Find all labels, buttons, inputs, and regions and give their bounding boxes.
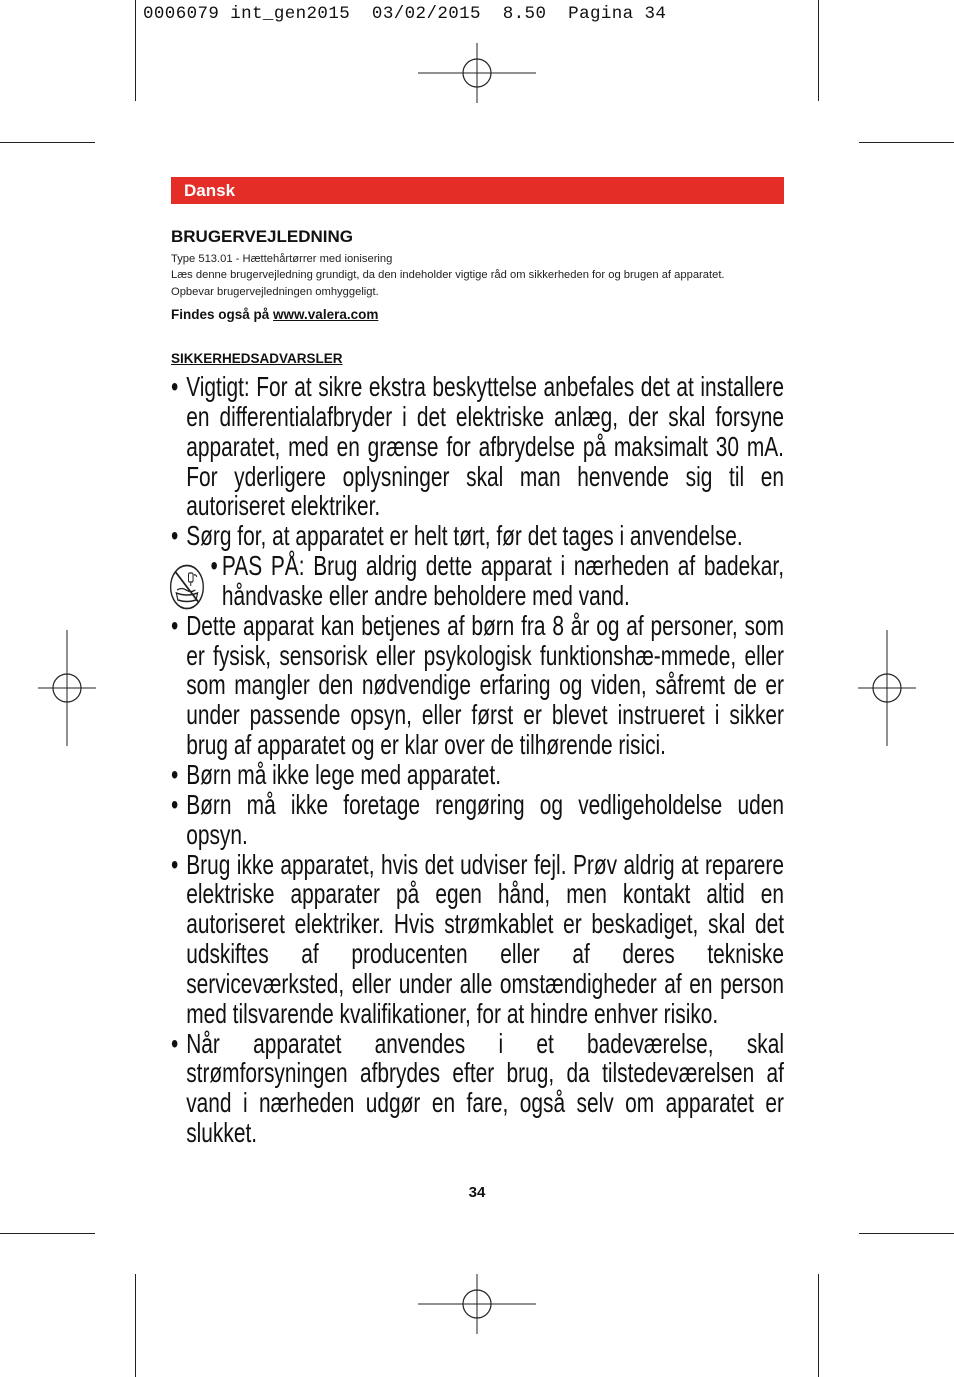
warning-text: Sørg for, at apparatet er helt tørt, før det tages i anvendelse. <box>186 520 743 552</box>
crop-mark <box>859 1233 954 1234</box>
warning-item <box>171 611 784 760</box>
print-slug: 0006079 int_gen2015 03/02/2015 8.50 Pagina 34 <box>143 4 667 24</box>
bullet: • <box>171 609 179 641</box>
warning-item <box>171 760 784 790</box>
crop-mark <box>135 1274 136 1377</box>
warning-text: Børn må ikke foretage rengøring og vedligeholdelse uden opsyn. <box>186 788 784 850</box>
language-tab <box>171 177 784 204</box>
crop-mark <box>0 1233 95 1234</box>
warning-text: Vigtigt: For at sikre ekstra beskyttelse anbefales det at installere en differentialafbryder i det elektriske anlæg, der skal forsyne apparatet, med en grænse for afbrydelse på maksimalt 30 mA. For yderligere oplysninger skal man henvende sig til en autoriseret elektriker. <box>186 371 784 522</box>
bullet: • <box>210 550 218 582</box>
safety-warnings-list <box>171 372 784 1148</box>
warning-text: Når apparatet anvendes i et badeværelse, skal strømforsyningen afbrydes efter brug, da tilstedeværelsen af vand i nærheden udgør en fare, også selv om apparatet er slukket. <box>186 1027 784 1149</box>
registration-mark-top <box>418 43 536 103</box>
website-reference <box>171 307 378 322</box>
intro-line: Opbevar brugervejledningen omhyggeligt. <box>171 286 379 298</box>
warning-item <box>171 790 784 850</box>
crop-mark <box>135 0 136 101</box>
language-label: Dansk <box>184 181 236 200</box>
registration-mark-bottom <box>418 1274 536 1334</box>
bullet: • <box>171 520 179 552</box>
bullet: • <box>171 848 179 880</box>
website-label: Findes også på <box>171 307 270 322</box>
warning-text: Dette apparat kan betjenes af børn fra 8 år og af personer, som er fysisk, sensorisk eller psykologisk funktionshæ-mmede, eller som mangler den nødvendige erfaring og viden, såfremt de er under passende opsyn, eller først er blevet instrueret i sikker brug af apparatet og er klar over de tilhørende risici. <box>186 609 784 761</box>
bullet: • <box>171 788 179 820</box>
page-number: 34 <box>468 1184 486 1201</box>
bullet: • <box>171 1027 179 1059</box>
warning-item-water <box>171 551 784 611</box>
crop-mark <box>859 142 954 143</box>
bullet: • <box>171 758 179 790</box>
no-use-near-water-icon <box>169 563 205 611</box>
document-title: BRUGERVEJLEDNING <box>171 227 353 246</box>
warning-text: PAS PÅ: Brug aldrig dette apparat i nærheden af badekar, håndvaske eller andre beholdere med vand. <box>221 550 784 611</box>
warning-item <box>171 372 784 521</box>
type-line: Type 513.01 - Hættehårtørrer med ionisering <box>171 253 393 265</box>
website-link[interactable]: www.valera.com <box>273 307 379 322</box>
warning-item <box>171 850 784 1029</box>
warning-item <box>171 1029 784 1148</box>
warning-item <box>171 521 784 551</box>
warning-text: Børn må ikke lege med apparatet. <box>186 758 502 790</box>
bullet: • <box>171 371 179 402</box>
crop-mark <box>0 142 95 143</box>
warning-text: Brug ikke apparatet, hvis det udviser fejl. Prøv aldrig at reparere elektriske apparater på egen hånd, men kontakt altid en autoriseret elektriker. Hvis strømkablet er beskadiget, skal det udskiftes af producenten eller af deres tekniske serviceværksted, eller under alle omstændigheder af en person med tilsvarende kvalifikationer, for at hindre enhver risiko. <box>186 848 784 1029</box>
crop-mark <box>818 0 819 101</box>
crop-mark <box>818 1274 819 1377</box>
registration-mark-right <box>858 630 916 746</box>
registration-mark-left <box>38 630 96 746</box>
intro-line: Læs denne brugervejledning grundigt, da den indeholder vigtige råd om sikkerheden for og brugen af apparatet. <box>171 269 725 281</box>
section-heading: SIKKERHEDSADVARSLER <box>171 351 343 366</box>
